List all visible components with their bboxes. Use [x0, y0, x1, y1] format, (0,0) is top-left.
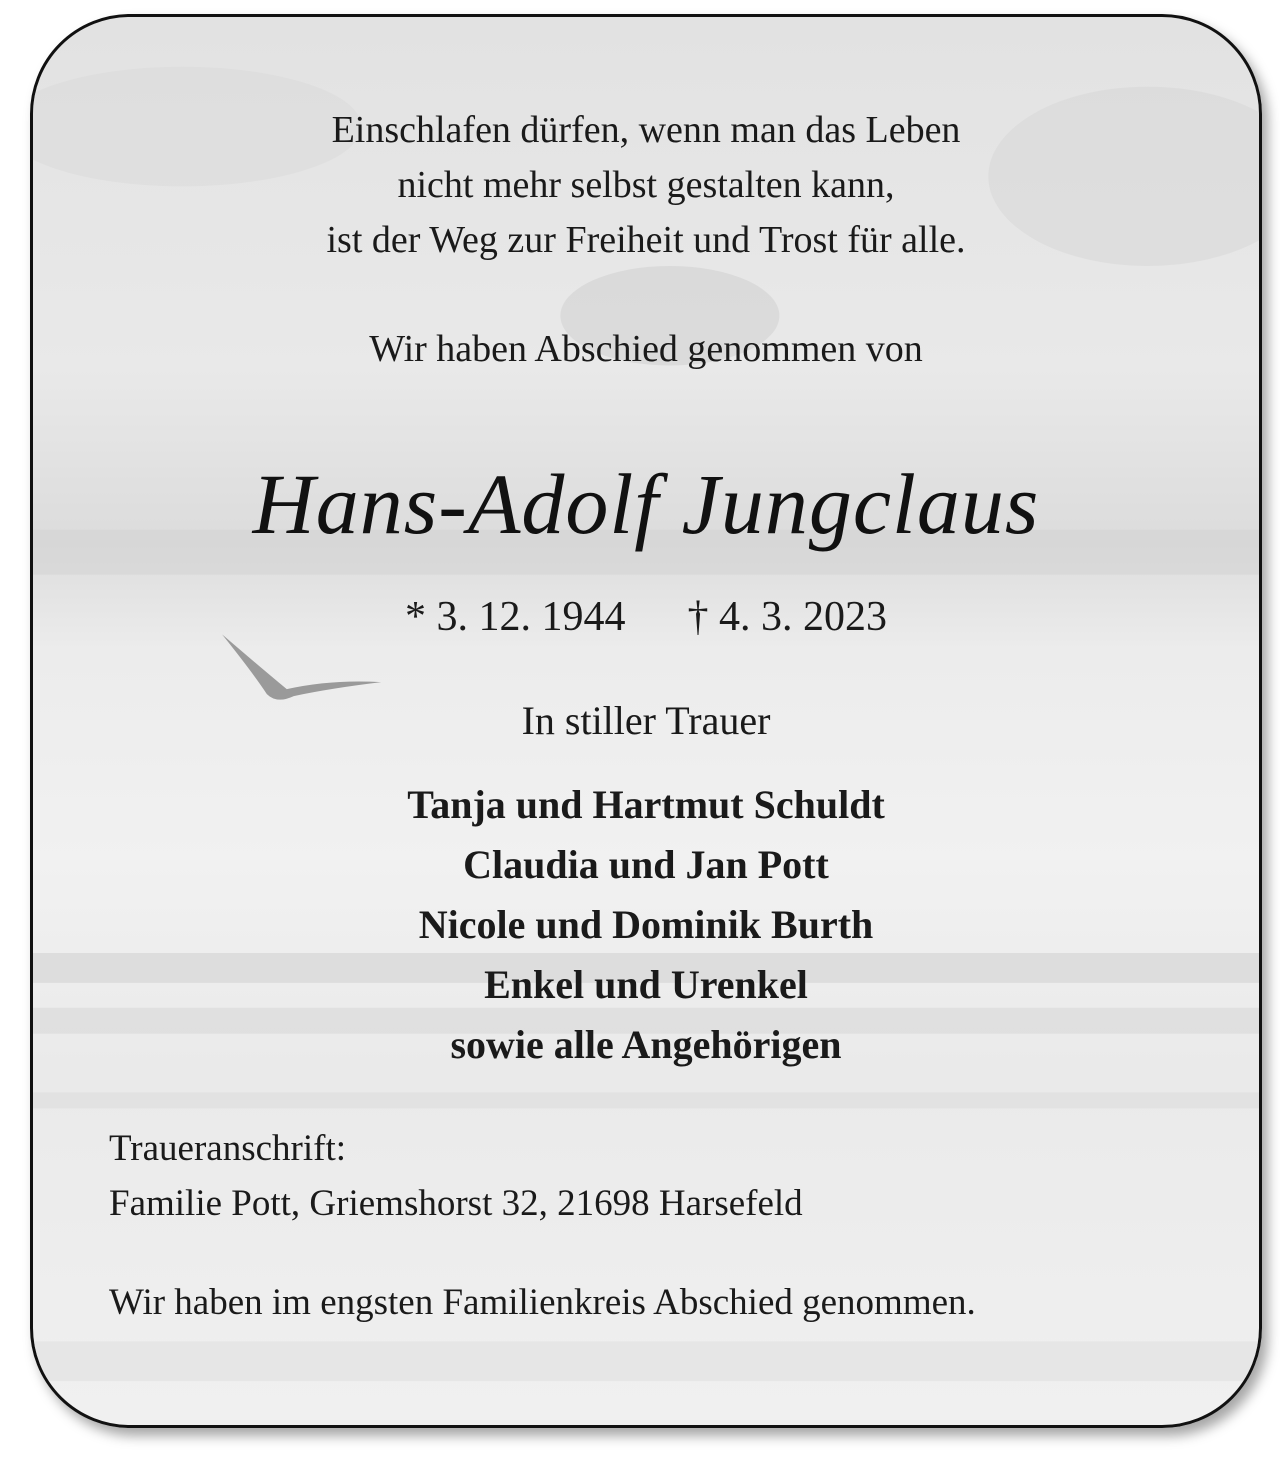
- mourner-line: Nicole und Dominik Burth: [418, 902, 874, 947]
- mourning-label: In stiller Trauer: [521, 698, 771, 743]
- mourner-line: sowie alle Angehörigen: [450, 1022, 842, 1067]
- farewell-intro: Wir haben Abschied genommen von: [369, 328, 923, 370]
- deceased-name: Hans-Adolf Jungclaus: [252, 456, 1040, 552]
- address-label: Traueranschrift:: [109, 1128, 347, 1169]
- mourner-line: Tanja und Hartmut Schuldt: [407, 782, 885, 827]
- verse-line: Einschlafen dürfen, wenn man das Leben: [331, 109, 961, 151]
- mourner-line: Claudia und Jan Pott: [463, 842, 829, 887]
- death-date: † 4. 3. 2023: [687, 594, 887, 640]
- mourner-line: Enkel und Urenkel: [484, 962, 808, 1007]
- address-value: Familie Pott, Griemshorst 32, 21698 Harsefeld: [109, 1183, 803, 1224]
- verse: [33, 103, 1259, 268]
- verse-line: nicht mehr selbst gestalten kann,: [397, 164, 895, 206]
- obituary-card: [30, 14, 1262, 1428]
- birth-date: * 3. 12. 1944: [405, 594, 626, 640]
- mourning-address: [109, 1121, 803, 1231]
- verse-line: ist der Weg zur Freiheit und Trost für alle.: [326, 219, 966, 261]
- life-dates: [33, 587, 1259, 647]
- mourners-list: [33, 775, 1259, 1075]
- obituary-content: [33, 17, 1259, 1425]
- closing-note: Wir haben im engsten Familienkreis Abschied genommen.: [109, 1282, 976, 1323]
